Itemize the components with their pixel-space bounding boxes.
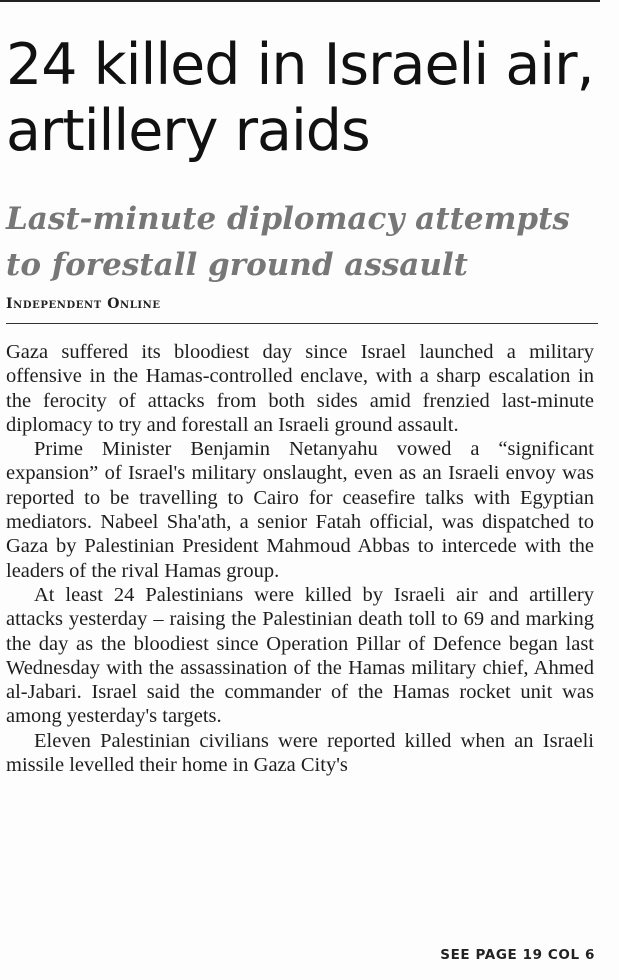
top-rule xyxy=(0,0,600,2)
article-body xyxy=(6,340,594,777)
paragraph-4: Eleven Palestinian civilians were reported killed when an Israeli missile levelled their home in Gaza City's xyxy=(6,729,594,777)
byline-divider xyxy=(6,323,598,324)
byline: Independent Online xyxy=(6,296,161,312)
headline: 24 killed in Israeli air, artillery raids xyxy=(6,32,594,164)
paragraph-3: At least 24 Palestinians were killed by Israeli air and artillery attacks yesterday – raising the Palestinian death toll to 69 and marking the day as the bloodiest since Operation Pillar of Defence began last Wednesday with the assassination of the Hamas military chief, Ahmed al-Jabari. Israel said the commander of the Hamas rocket unit was among yesterday's targets. xyxy=(6,583,594,728)
subheadline: Last-minute diplomacy attempts to forestall ground assault xyxy=(6,201,570,283)
paragraph-2: Prime Minister Benjamin Netanyahu vowed a “significant expansion” of Israel's military onslaught, even as an Israeli envoy was reported to be travelling to Cairo for ceasefire talks with Egyptian mediators. Nabeel Sha'ath, a senior Fatah official, was dispatched to Gaza by Palestinian President Mahmoud Abbas to intercede with the leaders of the rival Hamas group. xyxy=(6,438,594,582)
continuation-reference: SEE PAGE 19 COL 6 xyxy=(440,947,595,963)
paragraph-1: Gaza suffered its bloodiest day since Israel launched a military offensive in the Hamas-controlled enclave, with a sharp escalation in the ferocity of attacks from both sides amid frenzied last-minute diplomacy to try and forestall an Israeli ground assault. xyxy=(6,341,594,436)
